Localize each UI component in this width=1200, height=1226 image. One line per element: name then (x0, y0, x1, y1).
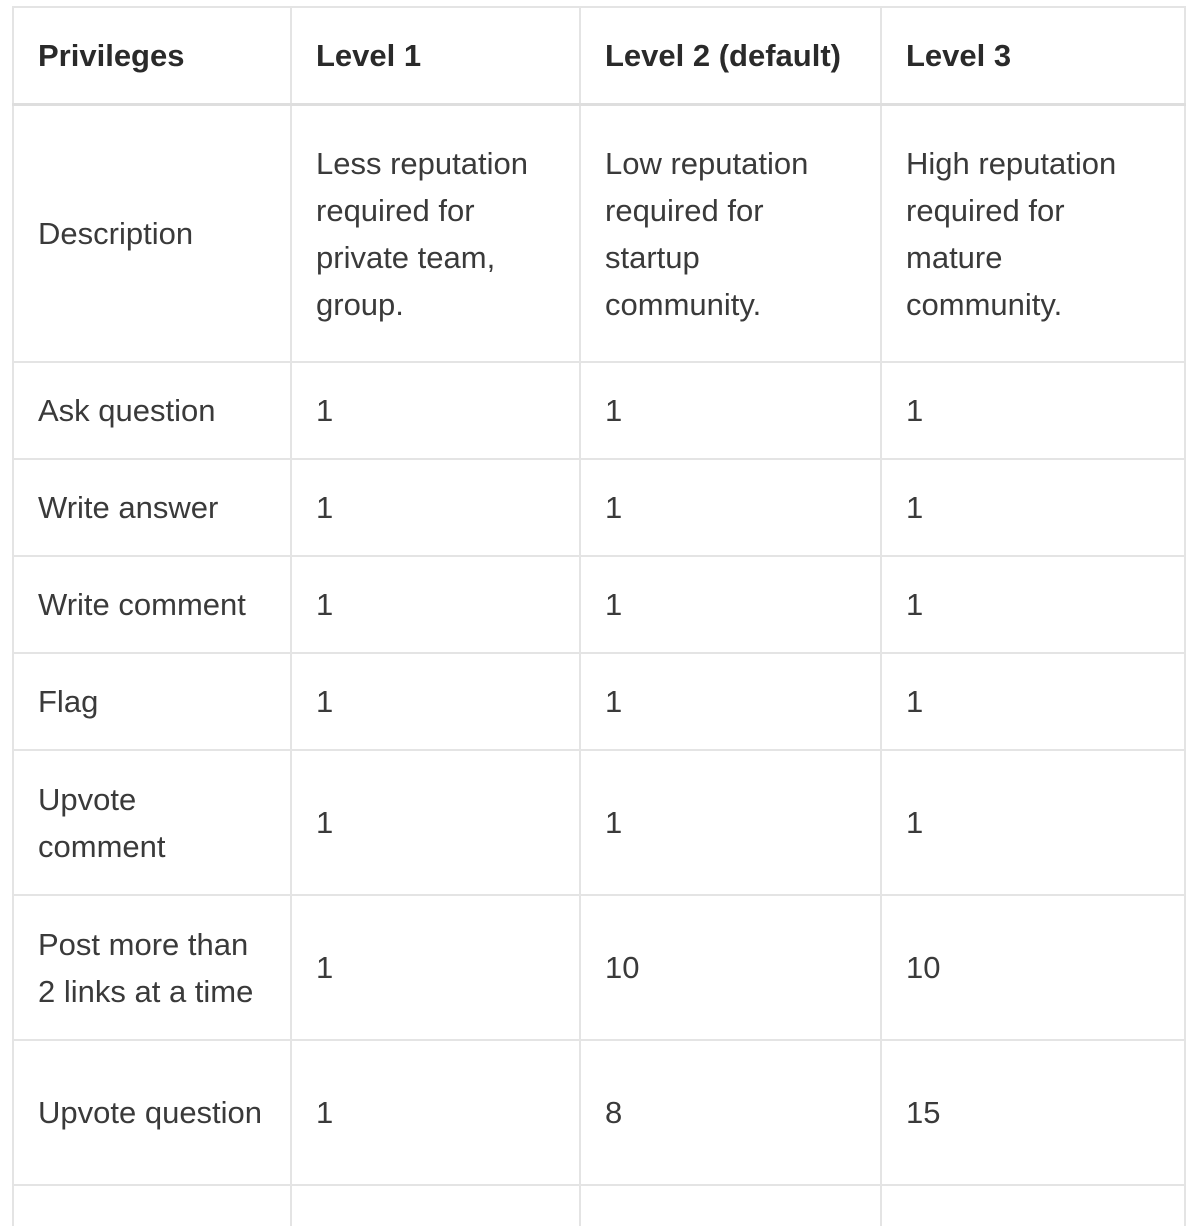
row-label: Write comment (13, 556, 291, 653)
table-row-flag (13, 653, 1185, 750)
level-3-description: High reputation required for mature community. (881, 105, 1185, 363)
table-row-ask-question (13, 362, 1185, 459)
level-2-empty (580, 1185, 881, 1226)
table-row-upvote-question (13, 1040, 1185, 1185)
level-1-value: 1 (291, 459, 580, 556)
row-label: Write answer (13, 459, 291, 556)
level-3-value: 1 (881, 459, 1185, 556)
level-1-value: 1 (291, 1040, 580, 1185)
level-2-value: 1 (580, 362, 881, 459)
header-level-1: Level 1 (291, 7, 580, 105)
level-3-value: 1 (881, 362, 1185, 459)
row-label: Upvote comment (13, 750, 291, 895)
row-label: Ask question (13, 362, 291, 459)
table-row-write-answer (13, 459, 1185, 556)
level-2-description: Low reputation required for startup community. (580, 105, 881, 363)
level-2-value: 1 (580, 556, 881, 653)
level-2-value: 1 (580, 750, 881, 895)
level-1-description: Less reputation required for private team, group. (291, 105, 580, 363)
level-1-value: 1 (291, 895, 580, 1040)
privileges-table (12, 6, 1186, 1226)
level-1-value: 1 (291, 750, 580, 895)
level-3-value: 1 (881, 653, 1185, 750)
level-2-value: 1 (580, 459, 881, 556)
table-row-write-comment (13, 556, 1185, 653)
row-label: Upvote question (13, 1040, 291, 1185)
level-3-value: 15 (881, 1040, 1185, 1185)
header-privileges: Privileges (13, 7, 291, 105)
table-header-row (13, 7, 1185, 105)
level-1-empty (291, 1185, 580, 1226)
table-row-description (13, 105, 1185, 363)
table-row-post-links (13, 895, 1185, 1040)
row-label: Flag (13, 653, 291, 750)
row-label: Post more than 2 links at a time (13, 895, 291, 1040)
table-row-cut-off (13, 1185, 1185, 1226)
level-1-value: 1 (291, 362, 580, 459)
level-3-value: 10 (881, 895, 1185, 1040)
level-2-value: 8 (580, 1040, 881, 1185)
table-row-upvote-comment (13, 750, 1185, 895)
level-3-empty (881, 1185, 1185, 1226)
level-1-value: 1 (291, 653, 580, 750)
header-level-3: Level 3 (881, 7, 1185, 105)
row-label-empty (13, 1185, 291, 1226)
header-level-2: Level 2 (default) (580, 7, 881, 105)
level-3-value: 1 (881, 750, 1185, 895)
privileges-table-container (12, 6, 1184, 1226)
level-1-value: 1 (291, 556, 580, 653)
level-2-value: 1 (580, 653, 881, 750)
row-label: Description (13, 105, 291, 363)
level-3-value: 1 (881, 556, 1185, 653)
level-2-value: 10 (580, 895, 881, 1040)
